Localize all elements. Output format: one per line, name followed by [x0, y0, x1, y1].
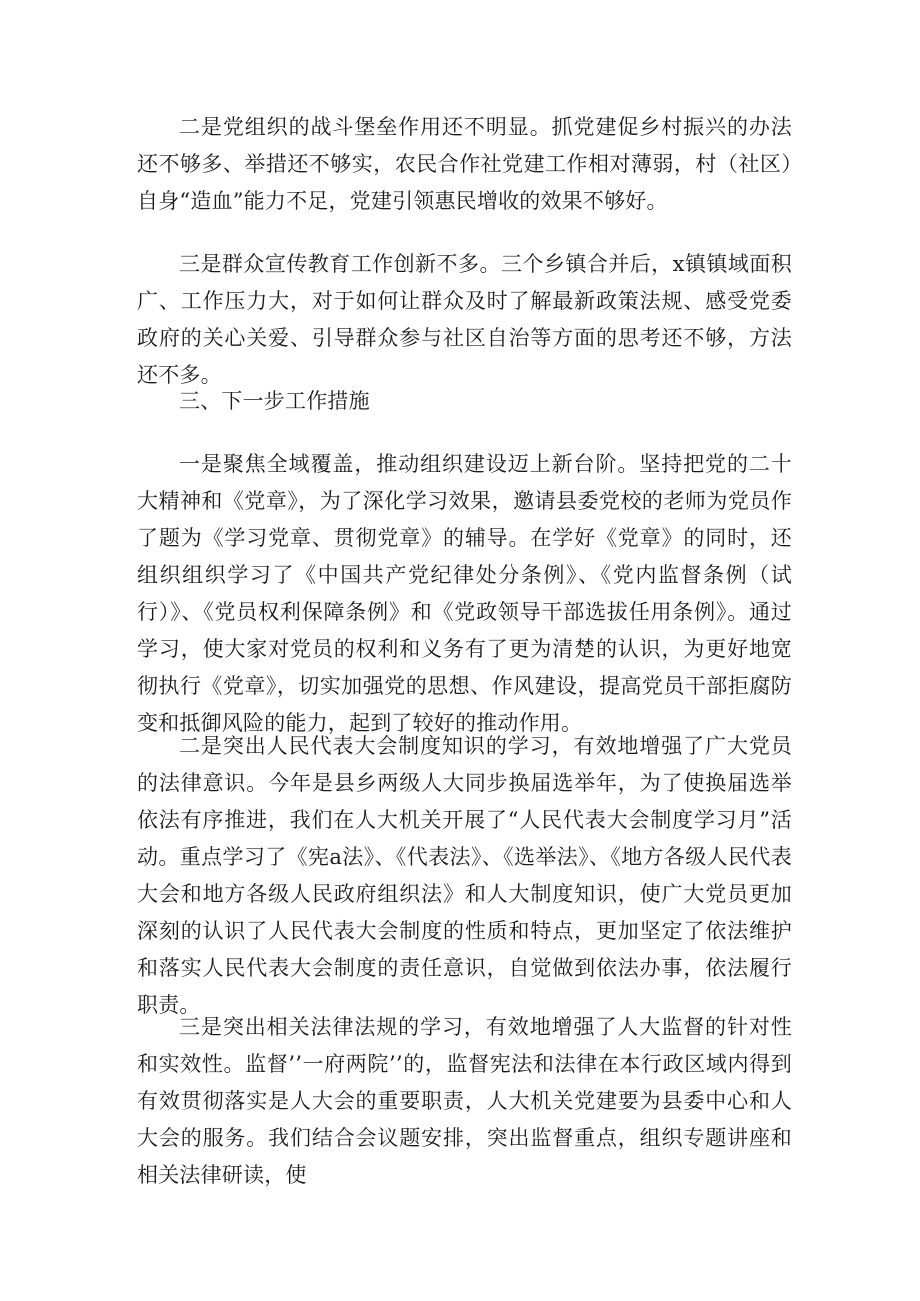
paragraph-laws-regulations-study: 三是突出相关法律法规的学习，有效地增强了人大监督的针对性和实效性。监督’’一府两院’’的，监督宪法和法律在本行政区域内得到有效贯彻落实是人大会的重要职责，人大机关党建要为县委中心和人大会的服务。我们结合会议题安排，突出监督重点，组织专题讲座和相关法律研读，使 [137, 1015, 792, 1187]
section-heading-next-steps: 三、下一步工作措施 [179, 389, 370, 413]
paragraph-npc-system-study: 二是突出人民代表大会制度知识的学习，有效地增强了广大党员的法律意识。今年是县乡两级人大同步换届选举年，为了使换届选举依法有序推进，我们在人大机关开展了“人民代表大会制度学习月”活动。重点学习了《宪a法》、《代表法》、《选举法》、《地方各级人民代表大会和地方各级人民政府组织法》和人大制度知识，使广大党员更加深刻的认识了人民代表大会制度的性质和特点，更加坚定了依法维护和落实人民代表大会制度的责任意识，自觉做到依法办事，依法履行职责。 [137, 734, 792, 1017]
paragraph-full-coverage: 一是聚焦全域覆盖，推动组织建设迈上新台阶。坚持把党的二十大精神和《党章》，为了深化学习效果，邀请县委党校的老师为党员作了题为《学习党章、贯彻党章》的辅导。在学好《党章》的同时，还组织组织学习了《中国共产党纪律处分条例》、《党内监督条例（试行）》、《党员权利保障条例》和《党政领导干部选拔任用条例》。通过学习，使大家对党员的权利和义务有了更为清楚的认识，为更好地宽彻执行《党章》，切实加强党的思想、作风建设，提高党员干部拒腐防变和抵御风险的能力，起到了较好的推动作用。 [137, 452, 792, 735]
paragraph-party-organization: 二是党组织的战斗堡垒作用还不明显。抓党建促乡村振兴的办法还不够多、举措还不够实，农民合作社党建工作相对薄弱，村（社区）自身“造血”能力不足，党建引领惠民增收的效果不够好。 [137, 115, 792, 213]
paragraph-publicity-education: 三是群众宣传教育工作创新不多。三个乡镇合并后，x镇镇域面积广、工作压力大，对于如何让群众及时了解最新政策法规、感受党委政府的关心关爱、引导群众参与社区自治等方面的思考还不够，方法还不多。 [137, 252, 792, 387]
